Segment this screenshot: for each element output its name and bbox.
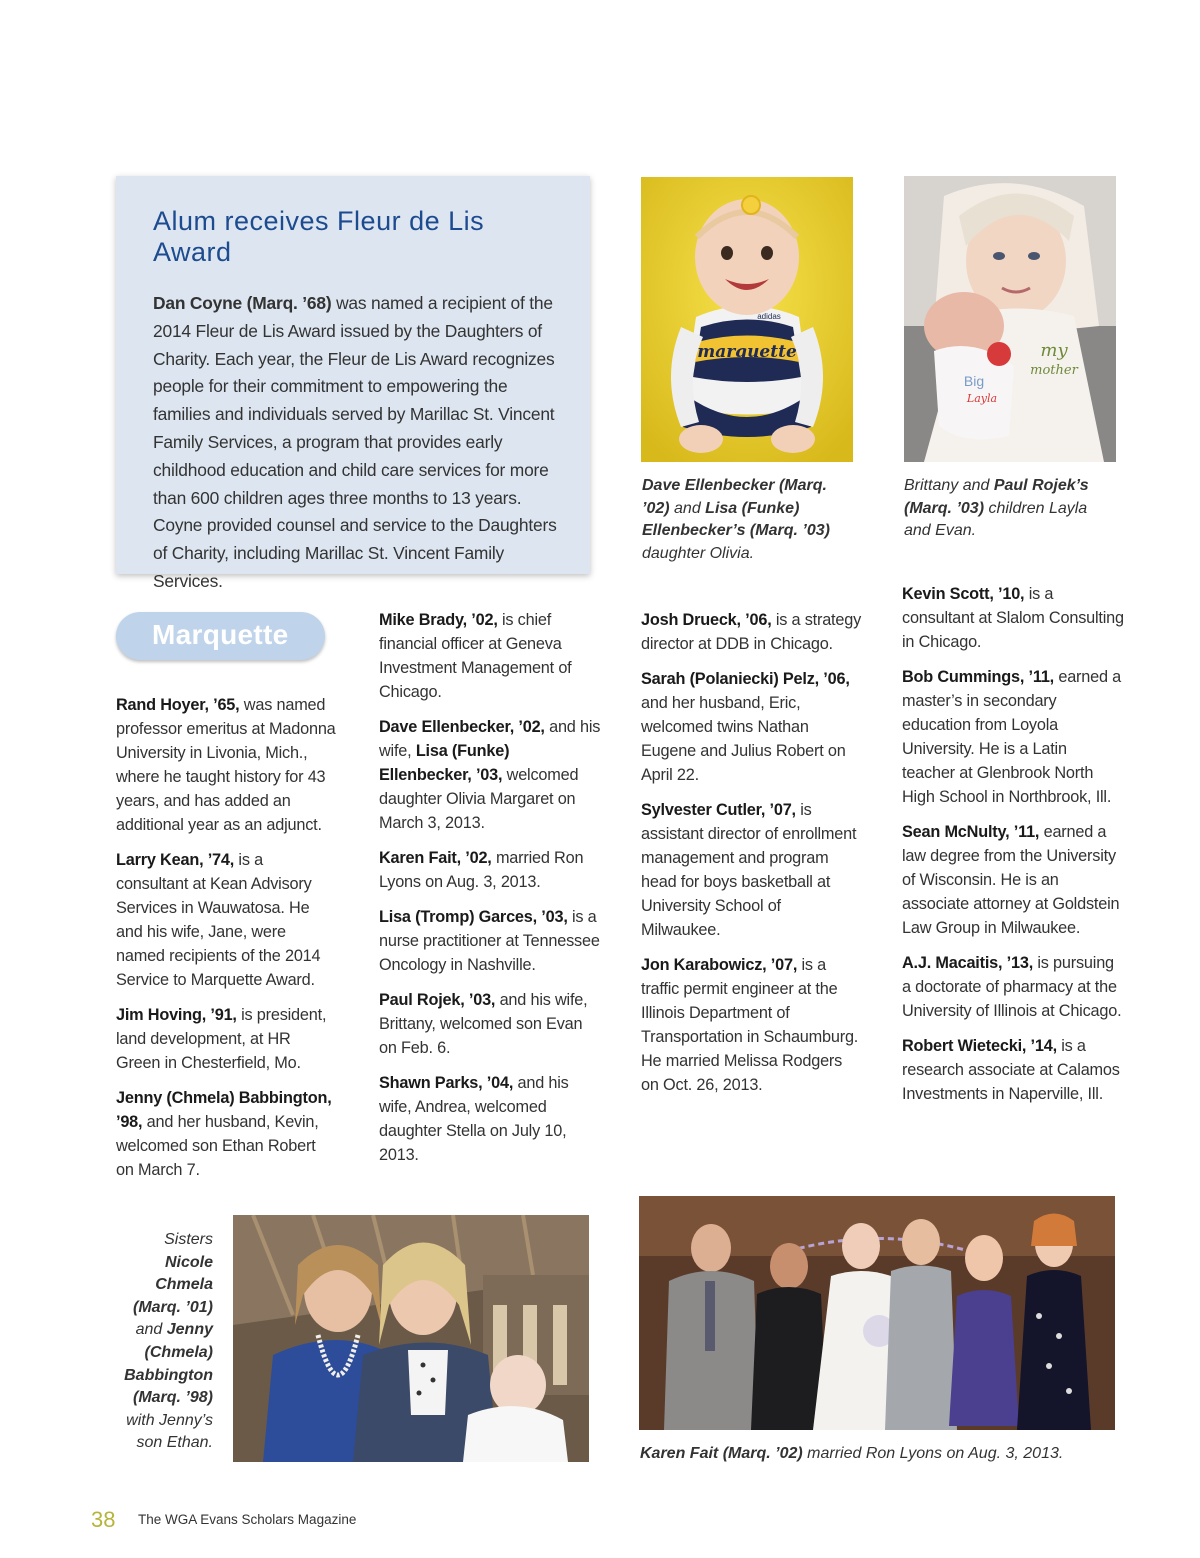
olivia-logo-text: adidas xyxy=(757,312,781,321)
column-3 xyxy=(641,608,863,1108)
rojek-shirt-top: my xyxy=(1040,340,1068,361)
section-title: Marquette xyxy=(152,619,289,650)
photo-rojek-children xyxy=(904,176,1116,462)
alumni-note: Josh Drueck, ’06, is a strategy director at DDB in Chicago. xyxy=(641,611,862,653)
alumni-note: Sean McNulty, ’11, earned a law degree from the University of Wisconsin. He is an associate attorney at Goldstein Law Group in Milwaukee. xyxy=(902,823,1120,937)
award-sidebar xyxy=(116,176,590,591)
photo-sisters xyxy=(233,1215,589,1462)
photo-wedding xyxy=(639,1196,1115,1430)
alumni-note: Jim Hoving, ’91, is president, land development, at HR Green in Chesterfield, Mo. xyxy=(116,1006,327,1072)
sidebar-body: Dan Coyne (Marq. ’68) was named a recipient of the 2014 Fleur de Lis Award issued by the Daughters of Charity. Each year, the Fleur de Lis Award recognizes people for their commitment to empowering the families and individuals served by Marillac St. Vincent Family Services, a program that provides early childhood education and child care services for more than 600 children ages three months to 13 years. Coyne provided counsel and service to the Daughters of Charity, including Marillac St. Vincent Family Services. xyxy=(153,293,557,591)
alumni-note: Shawn Parks, ’04, and his wife, Andrea, welcomed daughter Stella on July 10, 2013. xyxy=(379,1074,569,1164)
rojek-onesie-name: Layla xyxy=(966,392,998,405)
alumni-note: Larry Kean, ’74, is a consultant at Kean Advisory Services in Wauwatosa. He and his wife, Jane, were named recipients of the 2014 Service to Marquette Award. xyxy=(116,851,321,989)
column-1 xyxy=(116,693,336,1193)
alumni-note: Mike Brady, ’02, is chief financial officer at Geneva Investment Management of Chicago. xyxy=(379,611,572,701)
rojek-onesie-big: Big xyxy=(963,373,985,389)
alumni-note: Jenny (Chmela) Babbington, ’98, and her husband, Kevin, welcomed son Ethan Robert on March 7. xyxy=(116,1089,332,1179)
publication-name: The WGA Evans Scholars Magazine xyxy=(138,1512,357,1527)
alumni-note: Jon Karabowicz, ’07, is a traffic permit engineer at the Illinois Department of Transportation in Schaumburg. He married Melissa Rodgers on Oct. 26, 2013. xyxy=(641,956,859,1094)
alumni-note: Paul Rojek, ’03, and his wife, Brittany, welcomed son Evan on Feb. 6. xyxy=(379,991,588,1057)
column-4 xyxy=(902,582,1124,1117)
section-heading xyxy=(116,612,325,660)
alumni-note: A.J. Macaitis, ’13, is pursuing a doctorate of pharmacy at the University of Illinois at Chicago. xyxy=(902,954,1122,1020)
alumni-note: Karen Fait, ’02, married Ron Lyons on Aug. 3, 2013. xyxy=(379,849,584,891)
caption-olivia: Dave Ellenbecker (Marq. ’02) and Lisa (Funke) Ellenbecker’s (Marq. ’03) daughter Olivia. xyxy=(642,477,830,562)
olivia-shirt-text: marquette xyxy=(697,342,797,362)
alumni-note: Rand Hoyer, ’65, was named professor emeritus at Madonna University in Livonia, Mich., where he taught history for 43 years, and has added an additional year as an adjunct. xyxy=(116,696,336,834)
alumni-note: Sylvester Cutler, ’07, is assistant director of enrollment management and program head for boys basketball at University School of Milwaukee. xyxy=(641,801,857,939)
caption-sisters: Sisters Nicole Chmela (Marq. ’01) and Jenny (Chmela) Babbington (Marq. ’98) with Jenny’s son Ethan. xyxy=(124,1231,213,1452)
sidebar-title: Alum receives Fleur de Lis Award xyxy=(153,206,485,267)
caption-wedding: Karen Fait (Marq. ’02) married Ron Lyons on Aug. 3, 2013. xyxy=(640,1445,1064,1462)
alumni-note: Dave Ellenbecker, ’02, and his wife, Lisa (Funke) Ellenbecker, ’03, welcomed daughter Olivia Margaret on March 3, 2013. xyxy=(379,718,601,832)
alumni-note: Bob Cummings, ’11, earned a master’s in secondary education from Loyola University. He is a Latin teacher at Glenbrook North High School in Northbrook, Ill. xyxy=(902,668,1122,806)
sidebar-lead: Dan Coyne (Marq. ’68) xyxy=(153,293,332,313)
alumni-note: Robert Wietecki, ’14, is a research associate at Calamos Investments in Naperville, Ill. xyxy=(902,1037,1120,1103)
rojek-shirt-mid: mother xyxy=(1030,363,1078,378)
caption-rojek: Brittany and Paul Rojek’s (Marq. ’03) children Layla and Evan. xyxy=(904,477,1089,539)
column-2 xyxy=(379,608,601,1178)
alumni-note: Sarah (Polaniecki) Pelz, ’06, and her husband, Eric, welcomed twins Nathan Eugene and Julius Robert on April 22. xyxy=(641,670,850,784)
page-number: 38 xyxy=(91,1507,116,1532)
alumni-note: Kevin Scott, ’10, is a consultant at Slalom Consulting in Chicago. xyxy=(902,585,1124,651)
photo-olivia xyxy=(641,177,853,462)
alumni-note: Lisa (Tromp) Garces, ’03, is a nurse practitioner at Tennessee Oncology in Nashville. xyxy=(379,908,600,974)
